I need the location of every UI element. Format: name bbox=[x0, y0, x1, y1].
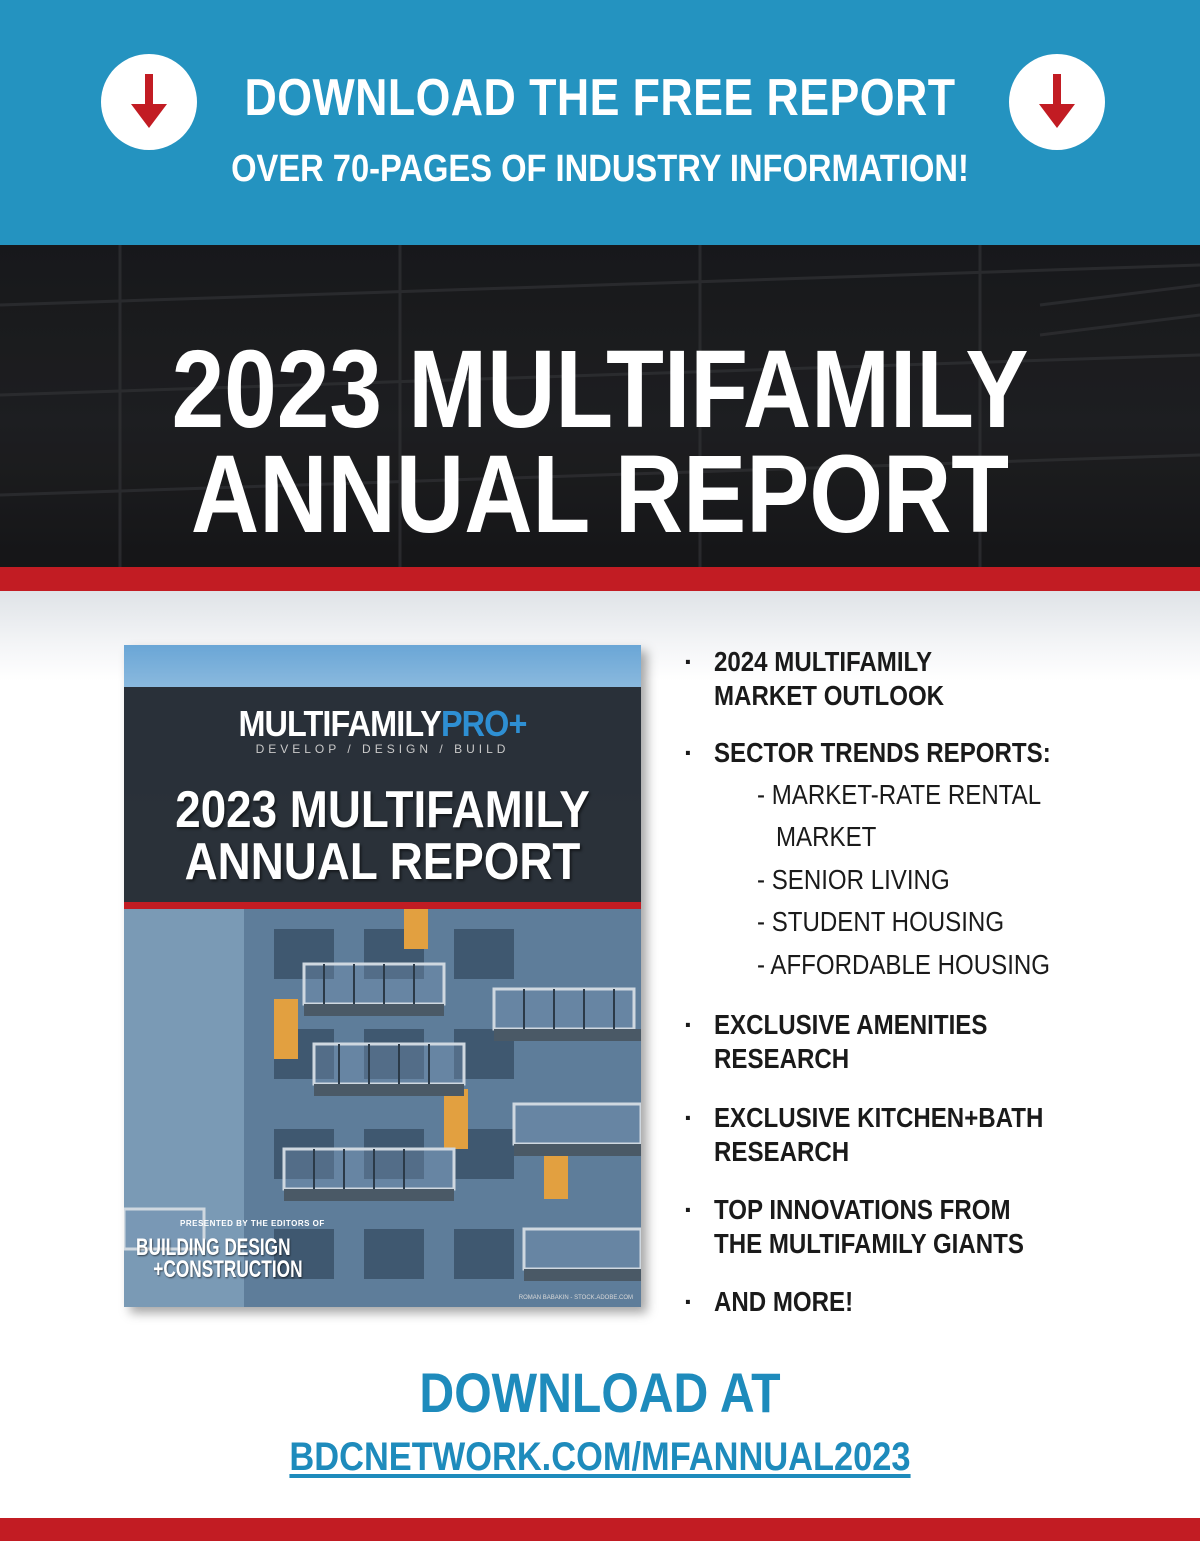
banner-headline: DOWNLOAD THE FREE REPORT bbox=[244, 69, 956, 127]
bottom-red-band bbox=[0, 1518, 1200, 1541]
download-link[interactable]: BDCNETWORK.COM/MFANNUAL2023 bbox=[289, 1435, 911, 1479]
sector-subitem: - STUDENT HOUSING bbox=[757, 906, 1005, 937]
report-cover-image bbox=[124, 645, 641, 1307]
cover-title-line1: 2023 MULTIFAMILY bbox=[175, 781, 590, 839]
multifamily-pro-logo: MULTIFAMILYPRO+ bbox=[238, 703, 527, 744]
download-heading: DOWNLOAD AT bbox=[419, 1361, 781, 1424]
sector-subitem: - AFFORDABLE HOUSING bbox=[757, 949, 1051, 980]
download-banner bbox=[0, 0, 1200, 245]
photo-credit: ROMAN BABAKIN - STOCK.ADOBE.COM bbox=[518, 1295, 633, 1301]
hero-title-line2: ANNUAL REPORT bbox=[190, 433, 1010, 556]
banner-subheadline: OVER 70-PAGES OF INDUSTRY INFORMATION! bbox=[231, 148, 969, 190]
cover-presented-by: PRESENTED BY THE EDITORS OF bbox=[180, 1219, 325, 1228]
cover-title-line2: ANNUAL REPORT bbox=[184, 833, 581, 891]
cover-red-stripe bbox=[124, 902, 641, 909]
red-divider bbox=[0, 567, 1200, 591]
sector-subitem: - MARKET-RATE RENTAL bbox=[757, 779, 1042, 810]
hero-title-line1: 2023 MULTIFAMILY bbox=[171, 328, 1029, 451]
hero-section bbox=[0, 245, 1200, 567]
cover-sky bbox=[124, 645, 641, 687]
cover-tagline: DEVELOP / DESIGN / BUILD bbox=[255, 742, 510, 756]
sector-subitem: MARKET bbox=[776, 821, 877, 852]
down-arrow-icon bbox=[1009, 54, 1105, 150]
bdc-logo: BUILDING DESIGN +CONSTRUCTION bbox=[136, 1234, 303, 1283]
sector-subitem: - SENIOR LIVING bbox=[757, 864, 950, 895]
